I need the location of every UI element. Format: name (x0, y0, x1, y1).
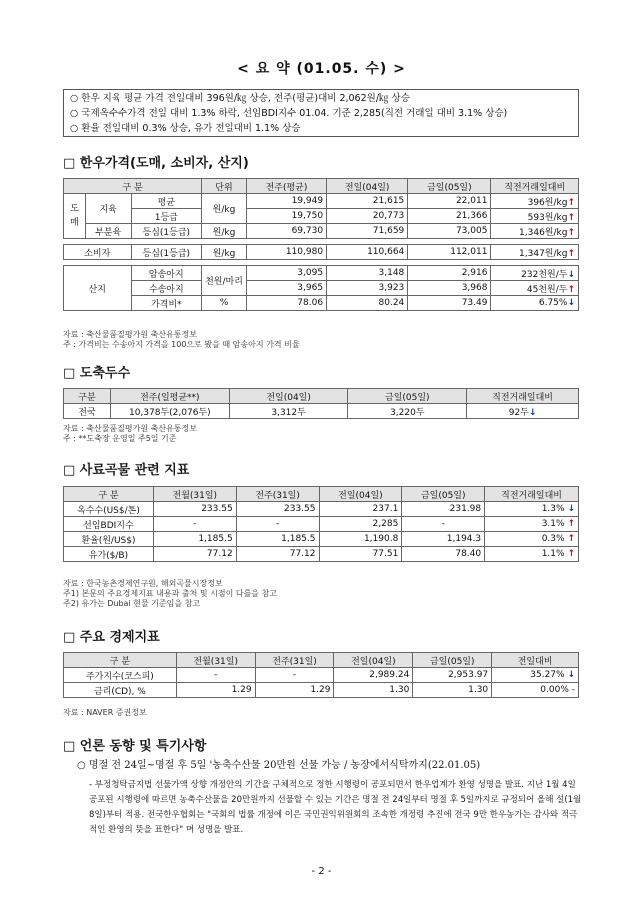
table-row: 부분육 등심(1등급) 원/kg 69,730 71,659 73,005 1,346원/kg↑ (64, 224, 579, 239)
table-row: 수송아지 3,965 3,923 3,968 45천원/두↑ (64, 281, 579, 296)
source-note: 자료 : 축산물품질평가원 축산유통정보 주 : 가격비는 수송아지 가격을 100으로 봤을 때 암송아지 가격 비율 (63, 330, 300, 349)
news-headline: ○ 명절 전 24일~명절 후 5일 '농축수산물 20만원 선물 가능 / 농장에서식탁까지(22.01.05) (77, 760, 481, 771)
source-note: 자료 : NAVER 증권정보 (63, 708, 147, 717)
table-header-row: 구 분 단위 전주(평균) 전일(04일) 금일(05일) 직전거래일대비 (64, 179, 579, 194)
up-arrow-icon: ↑ (567, 534, 575, 544)
down-arrow-icon: ↓ (567, 269, 575, 280)
economy-table (63, 652, 579, 698)
down-arrow-icon: ↓ (567, 670, 575, 680)
up-arrow-icon: ↑ (567, 227, 575, 238)
down-arrow-icon: ↓ (567, 504, 575, 514)
table-row: 전국 10,378두(2,076두) 3,312두 3,220두 92두↓ (64, 404, 579, 419)
up-arrow-icon: ↑ (567, 549, 575, 559)
table-row: 선임BDI지수 - - 2,285 - 3.1% ↑ (64, 517, 579, 532)
table-row: 도 매 지육 평균 원/kg 19,949 21,615 22,011 396원/kg↑ (64, 194, 579, 209)
feed-grain-table (63, 486, 579, 562)
section-title-economy: □ 주요 경제지표 (63, 630, 160, 645)
section-title-news: □ 언론 동향 및 특기사항 (63, 739, 207, 754)
up-arrow-icon: ↑ (567, 212, 575, 223)
page-number: - 2 - (311, 866, 332, 877)
table-row: 1등급 19,750 20,773 21,366 593원/kg↑ (64, 209, 579, 224)
page-title: < 요 약 (01.05. 수) > (237, 61, 406, 77)
section-title-hanwoo: □ 한우가격(도매, 소비자, 산지) (63, 156, 249, 171)
down-arrow-icon: ↓ (528, 407, 537, 418)
summary-line: ○ 국제옥수수가격 전일 대비 1.3% 하락, 선임BDI지수 01.04. 기준 2,285(직전 거래일 대비 3.1% 상승) (70, 108, 508, 119)
summary-box (63, 89, 579, 137)
table-header-row: 구분 전주(일평균**) 전일(04일) 금일(05일) 직전거래일대비 (64, 389, 579, 404)
section-title-feed-grain: □ 사료곡물 관련 지표 (63, 463, 190, 478)
up-arrow-icon: ↑ (567, 197, 575, 208)
summary-line: ○ 한우 지육 평균 가격 전일대비 396원/㎏ 상승, 전주(평균)대비 2,062원/㎏ 상승 (70, 93, 410, 104)
table-row: 금리(CD), % 1.29 1.29 1.30 1.30 0.00% - (64, 683, 579, 698)
section-title-slaughter: □ 도축두수 (63, 366, 131, 381)
hanwoo-price-table (63, 178, 579, 311)
source-note: 자료 : 축산물품질평가원 축산유통정보 주 : **도축장 운영일 주5일 기준 (63, 424, 197, 443)
table-row: 주가지수(코스피) - - 2,989.24 2,953.97 35.27% ↓ (64, 668, 579, 683)
up-arrow-icon: ↑ (567, 519, 575, 529)
table-row: 환율(원/US$) 1,185.5 1,185.5 1,190.8 1,194.3 0.3% ↑ (64, 532, 579, 547)
table-row: 산지 암송아지 천원/마리 3,095 3,148 2,916 232천원/두↓ (64, 266, 579, 281)
table-header-row: 구 분 전월(31일) 전주(31일) 전일(04일) 금일(05일) 직전거래일대비 (64, 487, 579, 502)
up-arrow-icon: ↑ (567, 284, 575, 295)
source-note: 자료 : 한국농촌경제연구원, 해외곡물시장정보 주1) 본문의 주요경제지표 내용과 출처 및 시점이 다를을 참고 주2) 유가는 Dubai 현물 기준임을 참고 (63, 579, 278, 608)
up-arrow-icon: ↑ (567, 248, 575, 259)
table-row: 옥수수(US$/톤) 233.55 233.55 237.1 231.98 1.3% ↓ (64, 502, 579, 517)
table-header-row: 구 분 전월(31일) 전주(31일) 전일(04일) 금일(05일) 전일대비 (64, 653, 579, 668)
summary-line: ○ 환율 전일대비 0.3% 상승, 유가 전일대비 1.1% 상승 (70, 123, 301, 134)
down-arrow-icon: ↓ (567, 298, 575, 308)
news-body: - 부정청탁금지법 선물가액 상향 개정안의 기간을 구체적으로 정한 시행령이 공포되면서 한우업계가 환영 성명을 발표. 지난 1월 4일 공포된 시행령에 따르면 농축수산물을 20만원까지 선물할 수 있는 기간은 명절 전 24일부터 명절 후 5일까지로 규정되어 올해 설(1월 8일)부터 적용. 전국한우협회는 "국회의 법률 개정에 이은 국민권익위원회의 조속한 개정령 추진에 전국 9만 한우농가는 감사와 적극적인 환영의 뜻을 표한다" 며 성명을 발표. (89, 780, 582, 835)
no-change-mark: - (571, 685, 575, 695)
slaughter-table (63, 388, 579, 419)
table-row: 유가($/B) 77.12 77.12 77.51 78.40 1.1% ↑ (64, 547, 579, 562)
table-row: 가격비* % 78.06 80.24 73.49 6.75%↓ (64, 296, 579, 311)
table-row: 소비자 등심(1등급) 원/kg 110,980 110,664 112,011 1,347원/kg↑ (64, 245, 579, 260)
